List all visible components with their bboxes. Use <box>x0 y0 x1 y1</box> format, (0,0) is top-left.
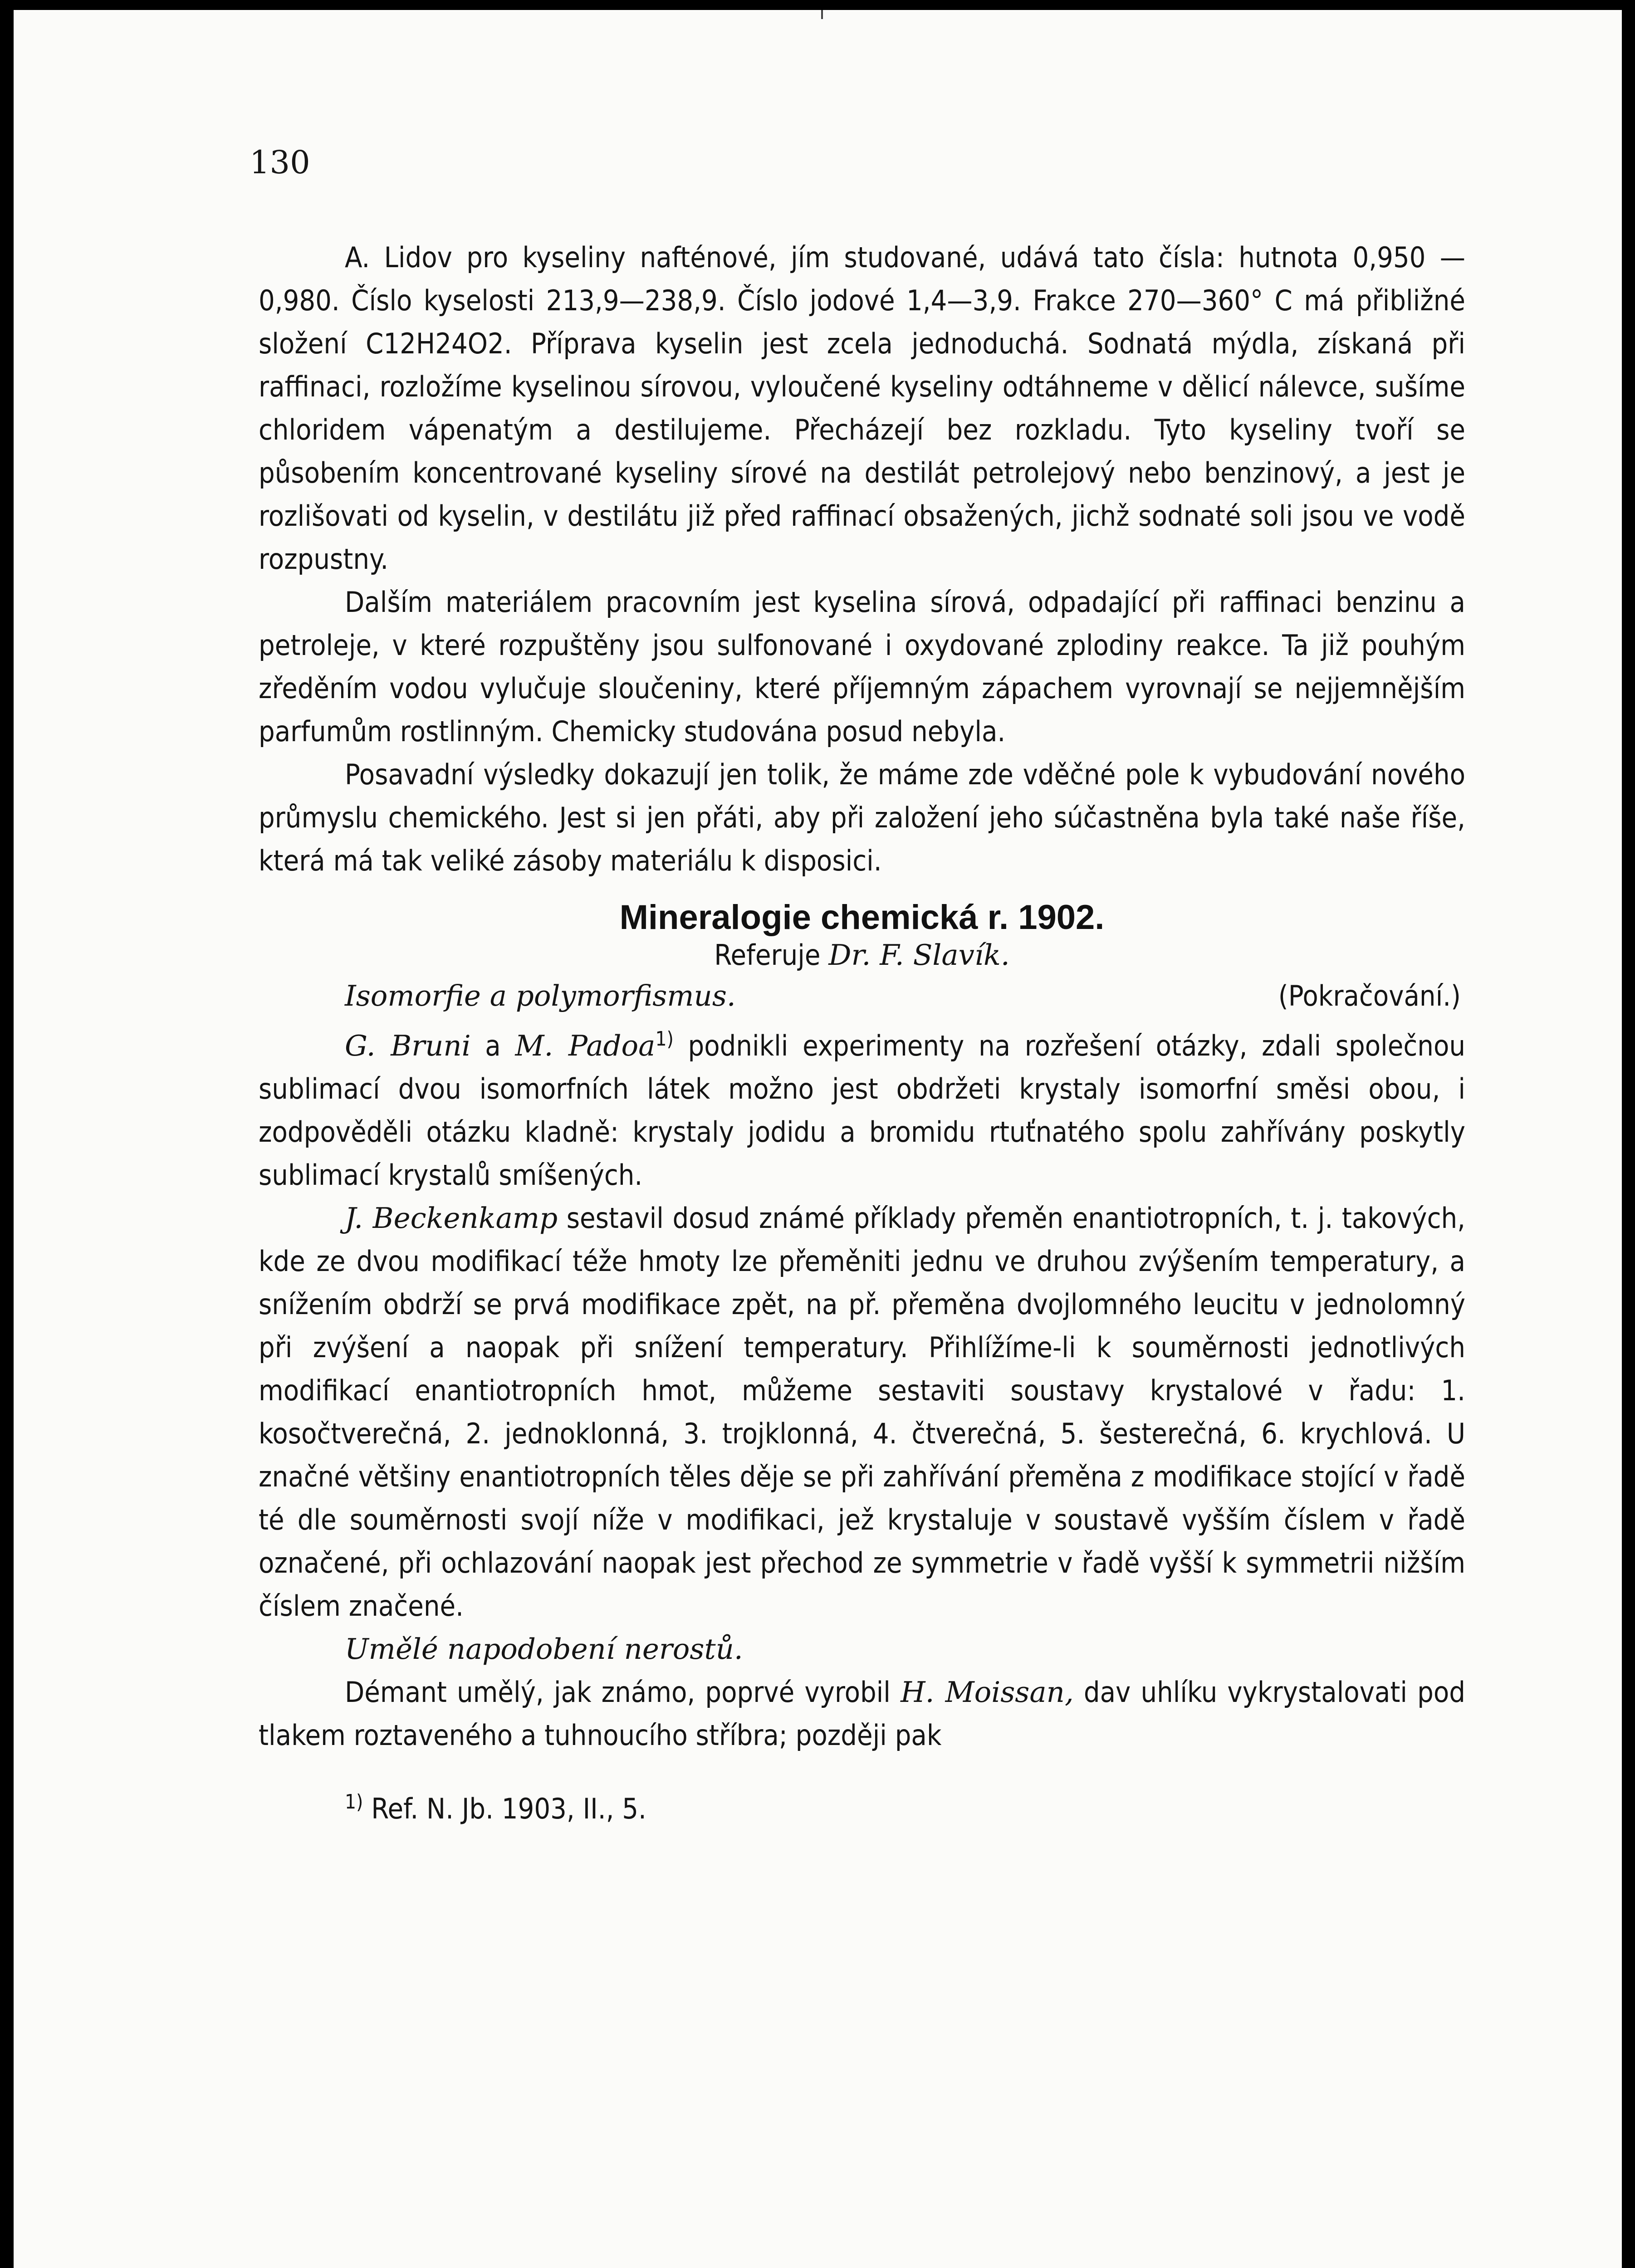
footnote-text: Ref. N. Jb. 1903, II., 5. <box>371 1792 646 1825</box>
paragraph-lidov: A. Lidov pro kyseliny nafténové, jím studované, udává tato čísla: hutnota 0,950 — 0,980. Číslo kyselosti 213,9—238,9. Číslo jodové 1,4—3,9. Frakce 270—360° C má přibližné složení C12H24O2. Příprava kyselin jest zcela jednoduchá. Sodnatá mýdla, získaná při raffinaci, rozložíme kyselinou sírovou, vyloučené kyseliny odtáhneme v dělicí nálevce, sušíme chloridem vápenatým a destilujeme. Přecházejí bez rozkladu. Tyto kyseliny tvoří se působením koncentrované kyseliny sírové na destilát petrolejový nebo benzinový, a jest je rozlišovati od kyselin, v destilátu již před raffinací obsažených, jichž sodnaté soli jsou ve vodě rozpustny. <box>259 241 1465 576</box>
paragraph-bruni <box>259 1017 1465 1197</box>
paragraph-sulfuric-acid: Dalším materiálem pracovním jest kyselina sírová, odpadající při raffinaci benzinu a petroleje, v které rozpuštěny jsou sulfonované i oxydované zplodiny reakce. Ta již pouhým zředěním vodou vylučuje sloučeniny, které příjemným zápachem vyrovnají se nejjemnějším parfumům rostlinným. Chemicky studována posud nebyla. <box>259 586 1465 748</box>
footnote <box>259 1782 1465 1829</box>
conjunction: a <box>485 1029 501 1062</box>
footnote-mark: 1) <box>655 1027 674 1051</box>
referee-name: Dr. F. Slavík. <box>828 938 1010 972</box>
footnote-number: 1) <box>345 1790 363 1813</box>
section-referee <box>259 936 1465 974</box>
section-heading: Mineralogie chemická r. 1902. <box>619 898 1105 937</box>
paragraph-beckenkamp <box>259 1197 1465 1628</box>
page-content <box>259 236 1465 1829</box>
subsection-isomorfie: Isomorfie a polymorfismus. <box>345 979 736 1012</box>
bruni-text: podnikli experimenty na rozřešení otázky, zdali společnou sublimací dvou isomorfních látek možno jest obdržeti krystaly isomorfní směsi obou, i zodpověděli otázku kladně: krystaly jodidu a bromidu rtuťnatého spolu zahřívány poskytly sublimací krystalů smíšených. <box>259 1029 1465 1192</box>
paragraph-results: Posavadní výsledky dokazují jen tolik, že máme zde vděčné pole k vybudování nového průmyslu chemického. Jest si jen přáti, aby při založení jeho súčastněna byla také naše říše, která má tak veliké zásoby materiálu k disposici. <box>259 758 1465 877</box>
moissan-prefix: Démant umělý, jak známo, poprvé vyrobil <box>345 1675 891 1709</box>
author-bruni: G. Bruni <box>345 1029 471 1062</box>
page-number: 130 <box>250 144 310 181</box>
document-page <box>14 10 1622 2268</box>
referee-prefix: Referuje <box>714 938 821 972</box>
author-padoa: M. Padoa <box>515 1029 656 1062</box>
beckenkamp-text: sestavil dosud známé příklady přeměn enantiotropních, t. j. takových, kde ze dvou modifikací téže hmoty lze přeměniti jednu ve druhou zvýšením temperatury, a snížením obdrží se prvá modifikace zpět, na př. přeměna dvojlomného leucitu v jednolomný při zvýšení a naopak při snížení temperatury. Přihlížíme-li k souměrnosti jednotlivých modifikací enantiotropních hmot, můžeme sestaviti soustavy krystalové v řadu: 1. kosočtverečná, 2. jednoklonná, 3. trojklonná, 4. čtverečná, 5. šesterečná, 6. krychlová. U značné většiny enantiotropních těles děje se při zahřívání přeměna z modifikace stojící v řadě té dle souměrnosti svojí níže v modifikaci, jež krystaluje v soustavě vyšším číslem v řadě označené, při ochlazování naopak jest přechod ze symmetrie v řadě vyšší k symmetrii nižším číslem značené. <box>259 1201 1465 1623</box>
moissan-text: dav uhlíku vykrystalovati pod tlakem roztaveného a tuhnoucího stříbra; později pak <box>259 1675 1465 1752</box>
subsection-napodobeni: Umělé napodobení nerostů. <box>345 1632 743 1666</box>
author-beckenkamp: J. Beckenkamp <box>345 1201 558 1235</box>
paragraph-moissan <box>259 1671 1465 1757</box>
continuation-note: (Pokračování.) <box>1278 979 1461 1012</box>
scan-mark <box>821 10 823 19</box>
author-moissan: H. Moissan, <box>901 1675 1074 1709</box>
subsection-row <box>259 974 1465 1017</box>
